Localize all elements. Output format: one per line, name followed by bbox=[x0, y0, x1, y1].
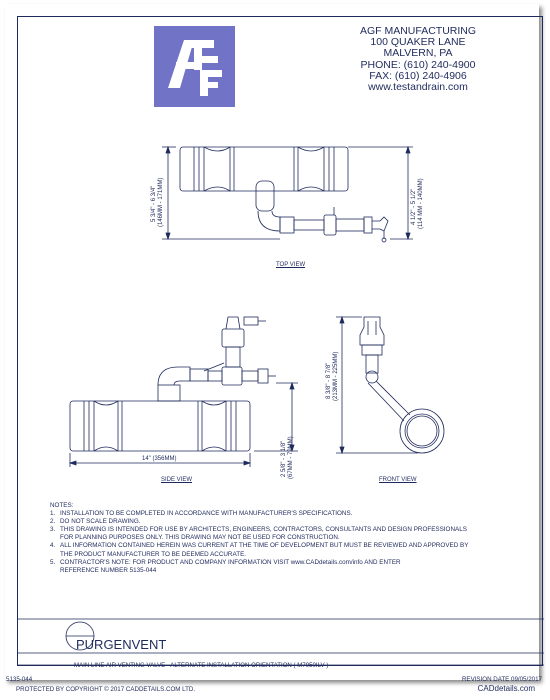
front-dim-height: 8 3/8" - 8 7/8" bbox=[326, 362, 332, 399]
notes-section bbox=[50, 502, 520, 575]
note-line: THIS DRAWING IS INTENDED FOR USE BY ARCHITECTS, ENGINEERS, CONTRACTORS, CONSULTANTS AND DESIGN PROFESSIONALS bbox=[60, 526, 467, 534]
company-address2: MALVERN, PA bbox=[383, 47, 453, 60]
caddetails-brand[interactable]: CADdetails.com bbox=[477, 684, 535, 693]
note-number: 5. bbox=[50, 558, 56, 566]
side-dim-height-mm: (67MM - 79MM) bbox=[288, 436, 294, 479]
note-line: INSTALLATION TO BE COMPLETED IN ACCORDANCE WITH MANUFACTURER'S SPECIFICATIONS. bbox=[60, 510, 353, 518]
note-line: THE PRODUCT MANUFACTURER TO BE DEEMED ACCURATE. bbox=[60, 550, 247, 558]
note-number: 4. bbox=[50, 542, 56, 550]
company-fax: FAX: (610) 240-4906 bbox=[369, 69, 467, 82]
side-view-drawing bbox=[70, 317, 298, 467]
note-number: 3. bbox=[50, 526, 56, 534]
revision-date: REVISION DATE 09/05/2017 bbox=[461, 676, 542, 683]
drawing-subtitle: MAIN LINE AIR VENTING VALVE - ALTERNATE INSTALLATION ORIENTATION ( M7950ILV ) bbox=[74, 662, 329, 669]
top-dim-left: 5 3/4" - 6 3/4" bbox=[151, 185, 157, 222]
top-view-label: TOP VIEW bbox=[276, 262, 306, 268]
note-number: 2. bbox=[50, 518, 56, 526]
note-line: CONTRACTOR'S NOTE: FOR PRODUCT AND COMPANY INFORMATION VISIT www.CADdetails.com/info AND ENTER bbox=[60, 558, 401, 566]
note-line: ALL INFORMATION CONTAINED HEREIN WAS CURRENT AT THE TIME OF DEVELOPMENT BUT MUST BE REVIEWED AND APPROVED BY bbox=[60, 542, 469, 550]
note-line: FOR PLANNING PURPOSES ONLY. THIS DRAWING MAY NOT BE USED FOR CONSTRUCTION. bbox=[60, 534, 340, 542]
copyright-text: PROTECTED BY COPYRIGHT © 2017 CADDETAILS.COM LTD. bbox=[16, 686, 196, 693]
top-view-drawing bbox=[162, 147, 413, 242]
company-name: AGF MANUFACTURING bbox=[359, 25, 477, 37]
product-name: PURGENVENT bbox=[76, 637, 167, 652]
top-dim-right-mm: (114 MM - 140MM) bbox=[418, 178, 424, 229]
note-line: REFERENCE NUMBER 5135-044 bbox=[60, 566, 157, 574]
front-view-label: FRONT VIEW bbox=[379, 477, 417, 483]
note-line: DO NOT SCALE DRAWING. bbox=[60, 518, 141, 526]
company-website[interactable]: www.testandrain.com bbox=[368, 81, 468, 94]
notes-heading: NOTES: bbox=[50, 502, 74, 509]
reference-number: 5135-044 bbox=[6, 676, 33, 683]
company-phone: PHONE: (610) 240-4900 bbox=[360, 58, 476, 71]
company-address1: 100 QUAKER LANE bbox=[370, 36, 466, 49]
side-dim-length: 14" (356MM) bbox=[142, 456, 177, 462]
side-view-label: SIDE VIEW bbox=[161, 477, 193, 483]
note-number: 1. bbox=[50, 510, 56, 518]
front-dim-height-mm: (213MM - 225MM) bbox=[333, 351, 339, 401]
top-dim-right: 4 1/2" - 5 1/2" bbox=[411, 188, 417, 225]
side-dim-height: 2 5/8" - 3 1/8" bbox=[281, 440, 287, 477]
top-dim-left-mm: (146MM - 171MM) bbox=[158, 177, 164, 227]
front-view-drawing bbox=[336, 317, 444, 453]
